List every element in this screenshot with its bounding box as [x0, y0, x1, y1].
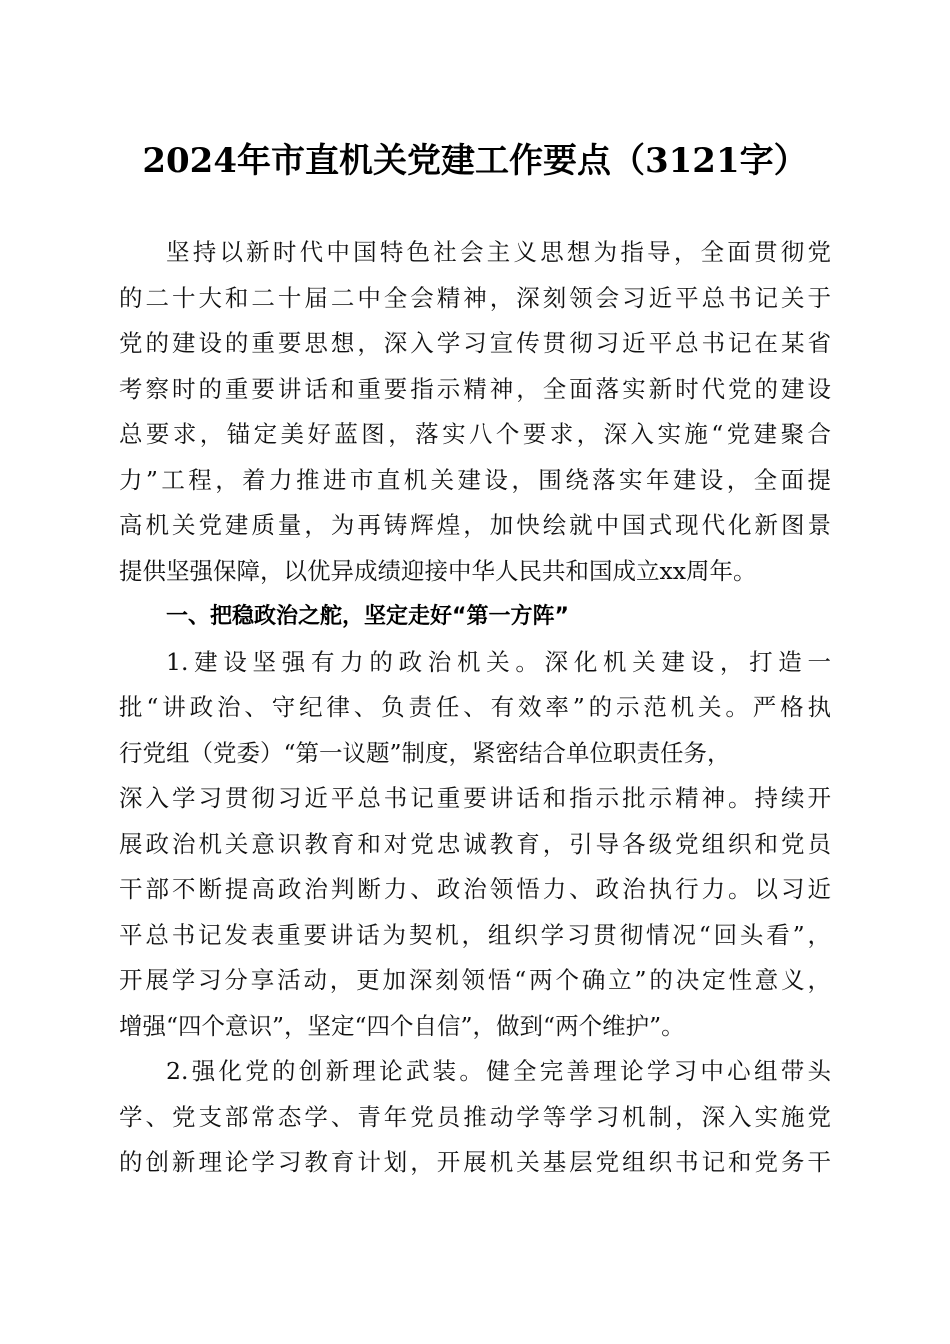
paragraph-line: 平总书记发表重要讲话为契机，组织学习贯彻情况“回头看”， [119, 920, 831, 949]
paragraph-line: 行党组（党委）“第一议题”制度，紧密结合单位职责任务， [119, 738, 731, 767]
paragraph-line: 党的建设的重要思想，深入学习宣传贯彻习近平总书记在某省 [119, 329, 831, 357]
paragraph-line: 深入学习贯彻习近平总书记重要讲话和指示批示精神。持续开 [119, 784, 831, 812]
paragraph-line: 总要求，锚定美好蓝图，落实八个要求，深入实施“党建聚合 [119, 420, 831, 448]
section-heading: 一、把稳政治之舵，坚定走好“第一方阵” [166, 604, 569, 629]
paragraph-line: 考察时的重要讲话和重要指示精神，全面落实新时代党的建设 [119, 374, 831, 403]
paragraph-line: 力”工程，着力推进市直机关建设，围绕落实年建设，全面提 [119, 465, 831, 494]
paragraph-line: 干部不断提高政治判断力、政治领悟力、政治执行力。以习近 [119, 875, 831, 903]
paragraph-line: 增强“四个意识”，坚定“四个自信”，做到“两个维护”。 [119, 1011, 685, 1040]
document-title: 2024年市直机关党建工作要点（3121字） [142, 141, 808, 181]
paragraph-line: 2.强化党的创新理论武装。健全完善理论学习中心组带头 [166, 1057, 831, 1085]
paragraph-line: 展政治机关意识教育和对党忠诚教育，引导各级党组织和党员 [119, 829, 831, 858]
paragraph-line: 高机关党建质量，为再铸辉煌，加快绘就中国式现代化新图景 [119, 511, 831, 539]
paragraph-line: 的二十大和二十届二中全会精神，深刻领会习近平总书记关于 [119, 283, 831, 312]
paragraph-line: 学、党支部常态学、青年党员推动学等学习机制，深入实施党 [119, 1102, 831, 1131]
paragraph-line: 坚持以新时代中国特色社会主义思想为指导，全面贯彻党 [166, 238, 831, 266]
document-body [119, 230, 831, 1186]
paragraph-line: 开展学习分享活动，更加深刻领悟“两个确立”的决定性意义， [119, 966, 831, 994]
paragraph-line: 提供坚强保障，以优异成绩迎接中华人民共和国成立xx周年。 [119, 556, 757, 585]
paragraph-line: 的创新理论学习教育计划，开展机关基层党组织书记和党务干 [119, 1148, 831, 1176]
paragraph-line: 1.建设坚强有力的政治机关。深化机关建设，打造一 [166, 647, 831, 676]
paragraph-line: 批“讲政治、守纪律、负责任、有效率”的示范机关。严格执 [119, 693, 831, 721]
